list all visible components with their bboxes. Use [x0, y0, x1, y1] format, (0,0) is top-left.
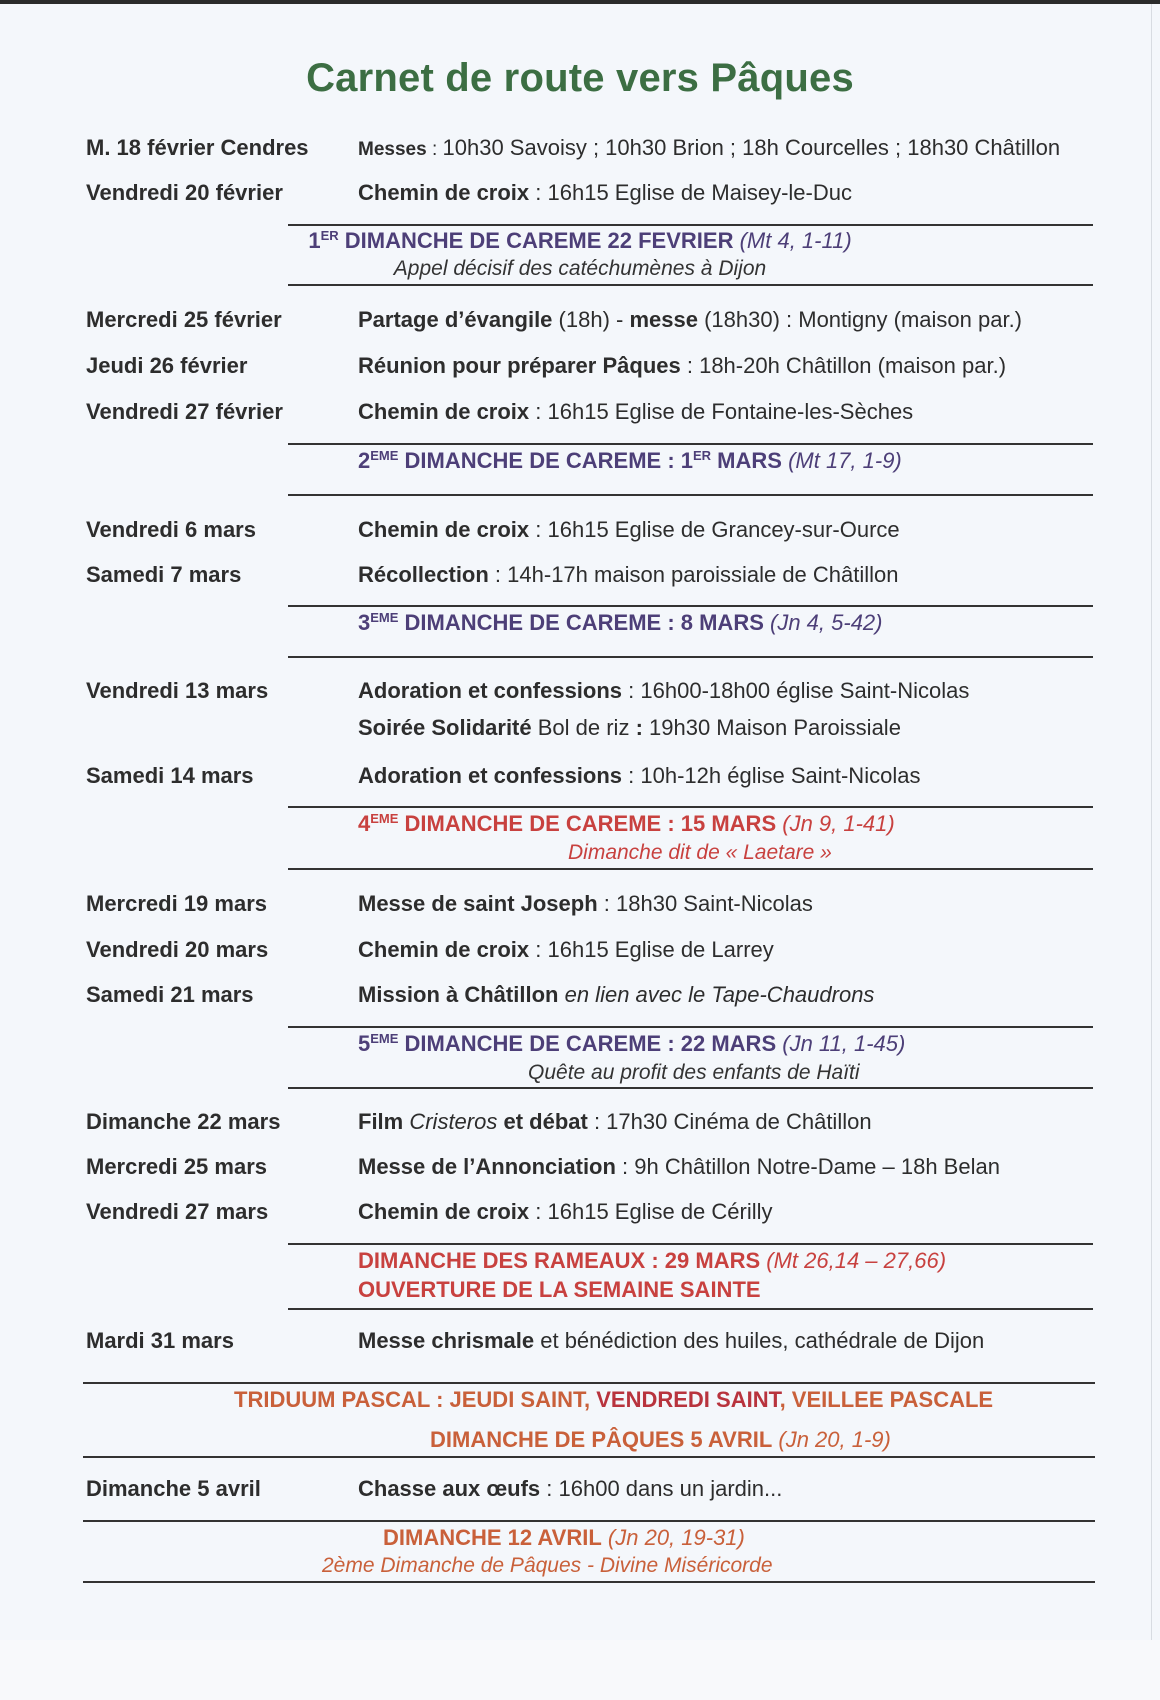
event-sep: : — [529, 180, 548, 205]
gospel-reference: (Jn 20, 19-31) — [601, 1525, 745, 1550]
event-date: Mardi 31 mars — [86, 1328, 234, 1353]
event-sep: : — [622, 763, 641, 788]
event-label: Messe chrismale — [358, 1328, 535, 1353]
sunday-title: DIMANCHE DE CAREME : 22 MARS — [398, 1031, 777, 1056]
sunday-ordinal: ER — [320, 228, 339, 243]
event-text: 10h30 Savoisy ; 10h30 Brion ; 18h Courcelles ; 18h30 Châtillon — [442, 135, 1061, 160]
gospel-reference: (Jn 20, 1-9) — [772, 1427, 891, 1452]
event-row — [0, 397, 1160, 427]
event-description — [358, 1107, 872, 1137]
sunday-heading — [0, 609, 1160, 637]
event-description — [358, 515, 900, 545]
sunday-heading — [0, 1426, 1160, 1454]
event-sep: : — [529, 517, 548, 542]
event-description — [358, 889, 813, 919]
divider — [288, 1308, 1093, 1310]
divider — [288, 806, 1093, 808]
triduum-title: TRIDUUM PASCAL : JEUDI SAINT, — [234, 1387, 597, 1412]
event-sep: : — [529, 1199, 548, 1224]
event-sep: : — [529, 399, 548, 424]
event-text: et bénédiction des huiles, cathédrale de Dijon — [540, 1328, 985, 1353]
event-row — [0, 178, 1160, 208]
event-label: Film — [358, 1109, 410, 1134]
event-row — [0, 713, 1160, 743]
divider — [288, 494, 1093, 496]
triduum-heading — [0, 1386, 1160, 1414]
event-date: Mercredi 25 mars — [86, 1154, 267, 1179]
event-date: Samedi 21 mars — [86, 982, 254, 1007]
event-description — [358, 560, 899, 590]
event-label: Chemin de croix — [358, 1199, 530, 1224]
sunday-note: Dimanche dit de « Laetare » — [568, 841, 832, 864]
event-sep: : — [680, 353, 700, 378]
event-row — [0, 1326, 1160, 1356]
event-label: Récollection — [358, 562, 489, 587]
sunday-title: DIMANCHE DE CAREME 22 FEVRIER — [338, 228, 734, 253]
gospel-reference: (Jn 4, 5-42) — [763, 610, 883, 635]
divider — [83, 1382, 1095, 1384]
event-label: messe — [629, 307, 698, 332]
page-title: Carnet de route vers Pâques — [306, 56, 854, 100]
event-row — [0, 1197, 1160, 1227]
event-description — [358, 713, 901, 743]
divider — [288, 284, 1093, 286]
event-date: Vendredi 13 mars — [86, 678, 269, 703]
event-date: Vendredi 27 mars — [86, 1199, 269, 1224]
event-description — [358, 1474, 782, 1504]
event-row — [0, 560, 1160, 590]
divider — [288, 224, 1093, 226]
event-label: Partage d’évangile — [358, 307, 553, 332]
good-friday: VENDREDI SAINT — [596, 1387, 780, 1412]
event-label: Chasse aux œufs — [358, 1476, 541, 1501]
event-text: 16h00 dans un jardin... — [558, 1476, 783, 1501]
event-date: Dimanche 22 mars — [86, 1109, 281, 1134]
sunday-ordinal: EME — [370, 448, 399, 463]
event-label: Réunion pour préparer Pâques — [358, 353, 681, 378]
sunday-heading — [0, 1247, 1160, 1275]
event-label: Chemin de croix — [358, 517, 530, 542]
divider — [83, 1520, 1095, 1522]
sunday-ordinal: EME — [370, 811, 399, 826]
event-label: et débat — [497, 1109, 588, 1134]
divider — [288, 605, 1093, 607]
event-description — [358, 178, 852, 208]
sunday-number: 4 — [358, 811, 371, 836]
event-label: Chemin de croix — [358, 399, 530, 424]
event-label: Adoration et confessions — [358, 678, 623, 703]
sunday-ordinal: ER — [693, 448, 712, 463]
event-description — [358, 1152, 1000, 1182]
divider — [288, 656, 1093, 658]
sunday-number: 3 — [358, 610, 371, 635]
gospel-reference: (Jn 11, 1-45) — [776, 1031, 906, 1056]
event-date: Samedi 7 mars — [86, 562, 242, 587]
holy-week-title: OUVERTURE DE LA SEMAINE SAINTE — [358, 1277, 761, 1302]
event-text: 14h-17h maison paroissiale de Châtillon — [507, 562, 899, 587]
event-text: 9h Châtillon Notre-Dame – 18h Belan — [634, 1154, 1000, 1179]
event-label: Messe de l’Annonciation — [358, 1154, 616, 1179]
event-sep: : — [615, 1154, 635, 1179]
film-title: Cristeros — [409, 1109, 498, 1134]
easter-vigil: , VEILLEE PASCALE — [779, 1387, 994, 1412]
event-date: Samedi 14 mars — [86, 763, 254, 788]
event-description — [358, 935, 774, 965]
sunday-title: DIMANCHE 12 AVRIL — [383, 1525, 602, 1550]
event-text: Bol de riz — [531, 715, 636, 740]
event-text: 16h15 Eglise de Maisey-le-Duc — [547, 180, 852, 205]
event-sep: : — [587, 1109, 607, 1134]
event-description — [358, 351, 1006, 381]
event-description — [358, 761, 920, 791]
sunday-ordinal: EME — [370, 610, 399, 625]
event-sep: : — [622, 678, 641, 703]
event-text: 16h15 Eglise de Grancey-sur-Ource — [547, 517, 900, 542]
event-sep: : — [597, 891, 616, 916]
event-row — [0, 889, 1160, 919]
sunday-heading — [0, 447, 1160, 475]
event-date: Mercredi 25 février — [86, 307, 282, 332]
sunday-note: Quête au profit des enfants de Haïti — [528, 1061, 860, 1084]
event-text: 17h30 Cinéma de Châtillon — [606, 1109, 872, 1134]
sunday-subheading — [0, 1276, 1160, 1304]
event-description — [358, 676, 969, 706]
event-row — [0, 1474, 1160, 1504]
scan-top-border — [0, 0, 1160, 4]
event-date: Vendredi 20 février — [86, 180, 283, 205]
sunday-title: DIMANCHE DES RAMEAUX : 29 MARS — [358, 1248, 761, 1273]
gospel-reference: (Mt 4, 1-11) — [733, 228, 852, 253]
divider — [288, 1243, 1093, 1245]
event-description — [358, 1197, 773, 1227]
sunday-title: DIMANCHE DE PÂQUES 5 AVRIL — [430, 1427, 773, 1452]
event-row — [0, 980, 1160, 1010]
event-label: Messes — [358, 139, 427, 160]
event-text: en lien avec le Tape-Chaudrons — [564, 982, 875, 1007]
event-date: M. 18 février Cendres — [86, 135, 309, 160]
event-text: (18h) - — [552, 307, 630, 332]
sunday-title: MARS — [711, 448, 782, 473]
event-sep: : — [488, 562, 508, 587]
sunday-number: 2 — [358, 448, 371, 473]
event-sep: : — [529, 937, 548, 962]
sunday-heading — [0, 810, 1160, 838]
event-text: 16h15 Eglise de Larrey — [547, 937, 774, 962]
event-row — [0, 1107, 1160, 1137]
event-label: Soirée Solidarité — [358, 715, 532, 740]
sunday-title: DIMANCHE DE CAREME : 8 MARS — [398, 610, 764, 635]
event-row — [0, 676, 1160, 706]
event-label: : — [635, 715, 643, 740]
gospel-reference: (Mt 17, 1-9) — [781, 448, 902, 473]
divider — [83, 1581, 1095, 1583]
divider — [288, 1026, 1093, 1028]
event-text: 10h-12h église Saint-Nicolas — [640, 763, 921, 788]
gospel-reference: (Jn 9, 1-41) — [776, 811, 895, 836]
divider — [83, 1456, 1095, 1458]
event-label: Messe de saint Joseph — [358, 891, 598, 916]
event-date: Dimanche 5 avril — [86, 1476, 261, 1501]
event-text: 18h30 Saint-Nicolas — [616, 891, 813, 916]
gospel-reference: (Mt 26,14 – 27,66) — [760, 1248, 947, 1273]
event-row — [0, 935, 1160, 965]
event-description — [358, 133, 1060, 165]
sunday-heading — [0, 1030, 1160, 1058]
event-row — [0, 133, 1160, 163]
event-date: Vendredi 27 février — [86, 399, 283, 424]
sunday-note: Appel décisif des catéchumènes à Dijon — [393, 257, 767, 280]
sunday-heading — [0, 227, 1160, 255]
event-text: 18h-20h Châtillon (maison par.) — [699, 353, 1007, 378]
event-text: 16h15 Eglise de Fontaine-les-Sèches — [547, 399, 914, 424]
event-text: (18h30) : Montigny (maison par.) — [697, 307, 1023, 332]
event-label: Mission à Châtillon — [358, 982, 559, 1007]
event-row — [0, 305, 1160, 335]
event-row — [0, 351, 1160, 381]
scan-bottom-area — [0, 1640, 1160, 1700]
event-label: Adoration et confessions — [358, 763, 623, 788]
event-row — [0, 1152, 1160, 1182]
event-row — [0, 515, 1160, 545]
sunday-title: DIMANCHE DE CAREME : 15 MARS — [398, 811, 777, 836]
sunday-note: 2ème Dimanche de Pâques - Divine Miséricorde — [322, 1554, 773, 1577]
divider — [288, 443, 1093, 445]
event-sep: : — [540, 1476, 559, 1501]
divider — [288, 1087, 1093, 1089]
sunday-number: 1 — [308, 228, 321, 253]
sunday-heading — [0, 1524, 1160, 1552]
event-text: 16h00-18h00 église Saint-Nicolas — [640, 678, 970, 703]
event-description — [358, 980, 874, 1010]
event-label: Chemin de croix — [358, 180, 530, 205]
divider — [288, 868, 1093, 870]
event-description — [358, 1326, 984, 1356]
event-row — [0, 761, 1160, 791]
event-text: 19h30 Maison Paroissiale — [642, 715, 901, 740]
sunday-number: 5 — [358, 1031, 371, 1056]
sunday-title: DIMANCHE DE CAREME : 1 — [398, 448, 693, 473]
event-description — [358, 397, 913, 427]
event-date: Jeudi 26 février — [86, 353, 248, 378]
event-date: Vendredi 20 mars — [86, 937, 269, 962]
event-label: Chemin de croix — [358, 937, 530, 962]
sunday-ordinal: EME — [370, 1031, 399, 1046]
event-date: Mercredi 19 mars — [86, 891, 267, 916]
event-sep: : — [426, 139, 443, 160]
event-text: 16h15 Eglise de Cérilly — [547, 1199, 773, 1224]
event-date: Vendredi 6 mars — [86, 517, 256, 542]
event-description — [358, 305, 1022, 335]
